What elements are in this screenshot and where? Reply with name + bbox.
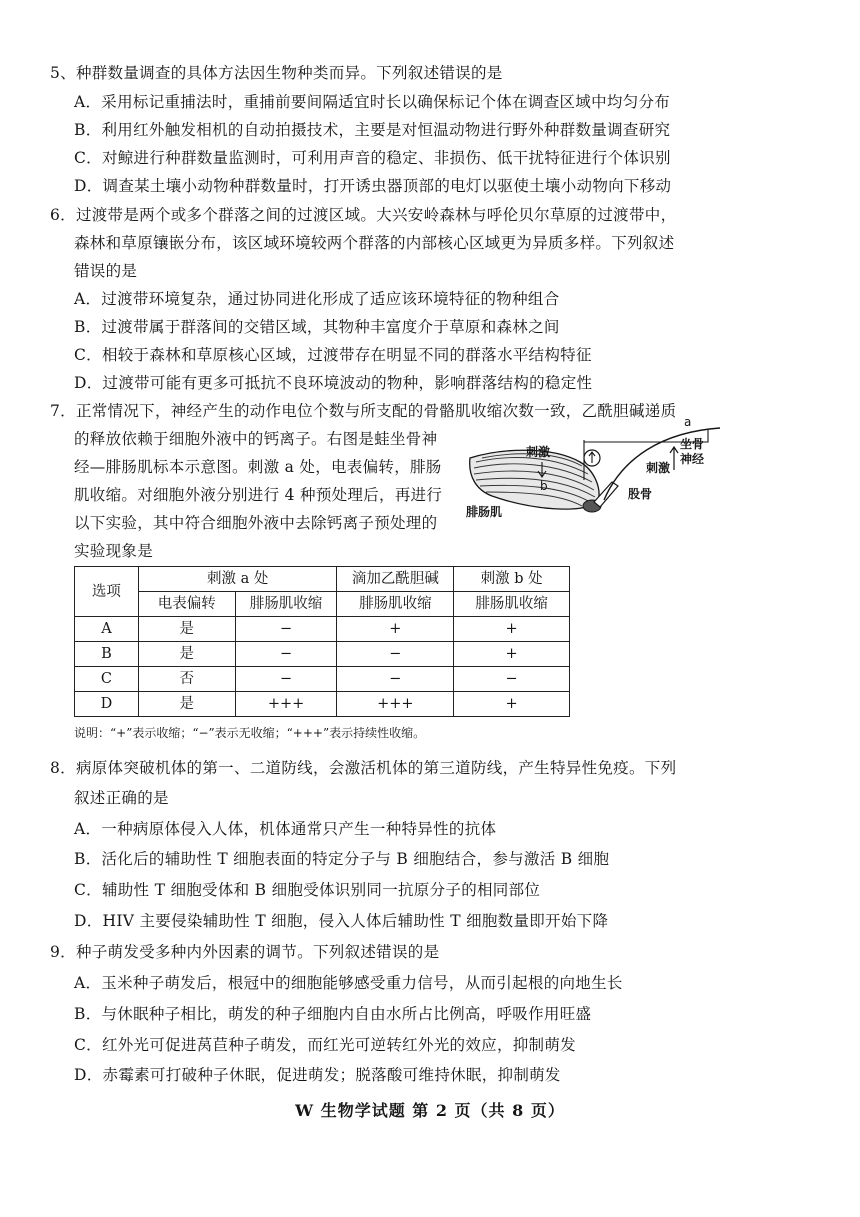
table-cell: 是	[138, 692, 235, 717]
q8-stem-line2: 叙述正确的是	[74, 789, 169, 807]
q9-option-b: B．与休眠种子相比，萌发的种子细胞内自由水所占比例高，呼吸作用旺盛	[74, 1005, 592, 1023]
q6-option-d: D．过渡带可能有更多可抵抗不良环境波动的物种，影响群落结构的稳定性	[74, 374, 593, 392]
q5-option-d: D．调查某土壤小动物种群数量时，打开诱虫器顶部的电灯以驱使土壤小动物向下移动	[74, 177, 672, 195]
table-note: 说明：“+”表示收缩；“−”表示无收缩；“+++”表示持续性收缩。	[74, 726, 426, 740]
table-row	[75, 692, 570, 717]
q9-option-a: A．玉米种子萌发后，根冠中的细胞能够感受重力信号，从而引起根的向地生长	[74, 974, 623, 992]
table-header-ach: 滴加乙酰胆碱	[337, 567, 454, 592]
table-cell: −	[235, 667, 337, 692]
table-cell: +	[337, 617, 454, 642]
label-b: b	[540, 479, 548, 493]
q7-stem-line5: 以下实验，其中符合细胞外液中去除钙离子预处理的	[74, 514, 438, 532]
table-subheader-contract-b: 腓肠肌收缩	[454, 592, 570, 617]
table-cell: 否	[138, 667, 235, 692]
q7-stem-line3: 经—腓肠肌标本示意图。刺激 a 处，电表偏转，腓肠	[74, 458, 442, 476]
q7-stem-line6: 实验现象是	[74, 542, 154, 560]
table-cell: C	[75, 667, 139, 692]
q8-option-b: B．活化后的辅助性 T 细胞表面的特定分子与 B 细胞结合，参与激活 B 细胞	[74, 850, 610, 868]
label-sciatic-nerve-1: 坐骨	[680, 437, 705, 451]
q8-option-a: A．一种病原体侵入人体，机体通常只产生一种特异性的抗体	[74, 820, 497, 838]
table-row	[75, 617, 570, 642]
q7-options-table	[74, 566, 570, 717]
table-cell: +++	[235, 692, 337, 717]
page-footer: W 生物学试题 第 2 页（共 8 页）	[295, 1101, 565, 1120]
q7-stem-line4: 肌收缩。对细胞外液分别进行 4 种预处理后，再进行	[74, 486, 443, 504]
table-subheader-contract-ach: 腓肠肌收缩	[337, 592, 454, 617]
q6-option-b: B．过渡带属于群落间的交错区域，其物种丰富度介于草原和森林之间	[74, 318, 560, 336]
label-sciatic-nerve-2: 神经	[680, 452, 705, 466]
q8-stem-line1: 8．病原体突破机体的第一、二道防线，会激活机体的第三道防线，产生特异性免疫。下列	[50, 759, 677, 777]
q6-option-a: A．过渡带环境复杂，通过协同进化形成了适应该环境特征的物种组合	[74, 290, 560, 308]
q5-option-a: A．采用标记重捕法时，重捕前要间隔适宜时长以确保标记个体在调查区域中均匀分布	[74, 93, 671, 111]
table-subheader-meter: 电表偏转	[138, 592, 235, 617]
table-cell: −	[454, 667, 570, 692]
q6-stem-line2: 森林和草原镶嵌分布，该区域环境较两个群落的内部核心区域更为异质多样。下列叙述	[74, 234, 675, 252]
table-cell: −	[337, 667, 454, 692]
table-cell: −	[235, 617, 337, 642]
table-row	[75, 667, 570, 692]
stimulus-a-arrow-icon	[670, 447, 678, 470]
q9-option-c: C．红外光可促进莴苣种子萌发，而红光可逆转红外光的效应，抑制萌发	[74, 1036, 576, 1054]
table-cell: +	[454, 642, 570, 667]
q5-option-c: C．对鲸进行种群数量监测时，可利用声音的稳定、非损伤、低干扰特征进行个体识别	[74, 149, 671, 167]
table-cell: −	[235, 642, 337, 667]
table-cell: 是	[138, 642, 235, 667]
q6-option-c: C．相较于森林和草原核心区域，过渡带存在明显不同的群落水平结构特征	[74, 346, 592, 364]
table-cell: 是	[138, 617, 235, 642]
label-stimulus-right: 刺激	[646, 461, 671, 475]
label-gastrocnemius: 腓肠肌	[466, 505, 503, 519]
table-cell: +++	[337, 692, 454, 717]
table-header-stim-a: 刺激 a 处	[138, 567, 337, 592]
table-row	[75, 642, 570, 667]
q7-stem-line1: 7．正常情况下，神经产生的动作电位个数与所支配的骨骼肌收缩次数一致，乙酰胆碱递质	[50, 402, 677, 420]
label-femur: 股骨	[628, 487, 653, 501]
table-subheader-contract-a: 腓肠肌收缩	[235, 592, 337, 617]
q8-option-c: C．辅助性 T 细胞受体和 B 细胞受体识别同一抗原分子的相同部位	[74, 881, 541, 899]
q5-option-b: B．利用红外触发相机的自动拍摄技术，主要是对恒温动物进行野外种群数量调查研究	[74, 121, 671, 139]
q6-stem-line1: 6．过渡带是两个或多个群落之间的过渡区域。大兴安岭森林与呼伦贝尔草原的过渡带中，	[50, 206, 677, 224]
label-a: a	[684, 418, 692, 429]
q9-option-d: D．赤霉素可打破种子休眠，促进萌发；脱落酸可维持休眠，抑制萌发	[74, 1066, 561, 1084]
table-header-stim-b: 刺激 b 处	[454, 567, 570, 592]
table-cell: +	[454, 617, 570, 642]
table-cell: B	[75, 642, 139, 667]
q8-option-d: D．HIV 主要侵染辅助性 T 细胞，侵入人体后辅助性 T 细胞数量即开始下降	[74, 912, 609, 930]
table-cell: D	[75, 692, 139, 717]
q6-stem-line3: 错误的是	[74, 262, 138, 280]
table-cell: A	[75, 617, 139, 642]
label-stimulus-top: 刺激	[526, 445, 551, 459]
nerve-muscle-diagram	[462, 418, 722, 533]
q5-stem: 5、种群数量调查的具体方法因生物种类而异。下列叙述错误的是	[50, 64, 503, 82]
q7-stem-line2: 的释放依赖于细胞外液中的钙离子。右图是蛙坐骨神	[74, 430, 438, 448]
q9-stem: 9．种子萌发受多种内外因素的调节。下列叙述错误的是	[50, 943, 440, 961]
table-cell: +	[454, 692, 570, 717]
table-cell: −	[337, 642, 454, 667]
table-header-option: 选项	[75, 567, 139, 617]
